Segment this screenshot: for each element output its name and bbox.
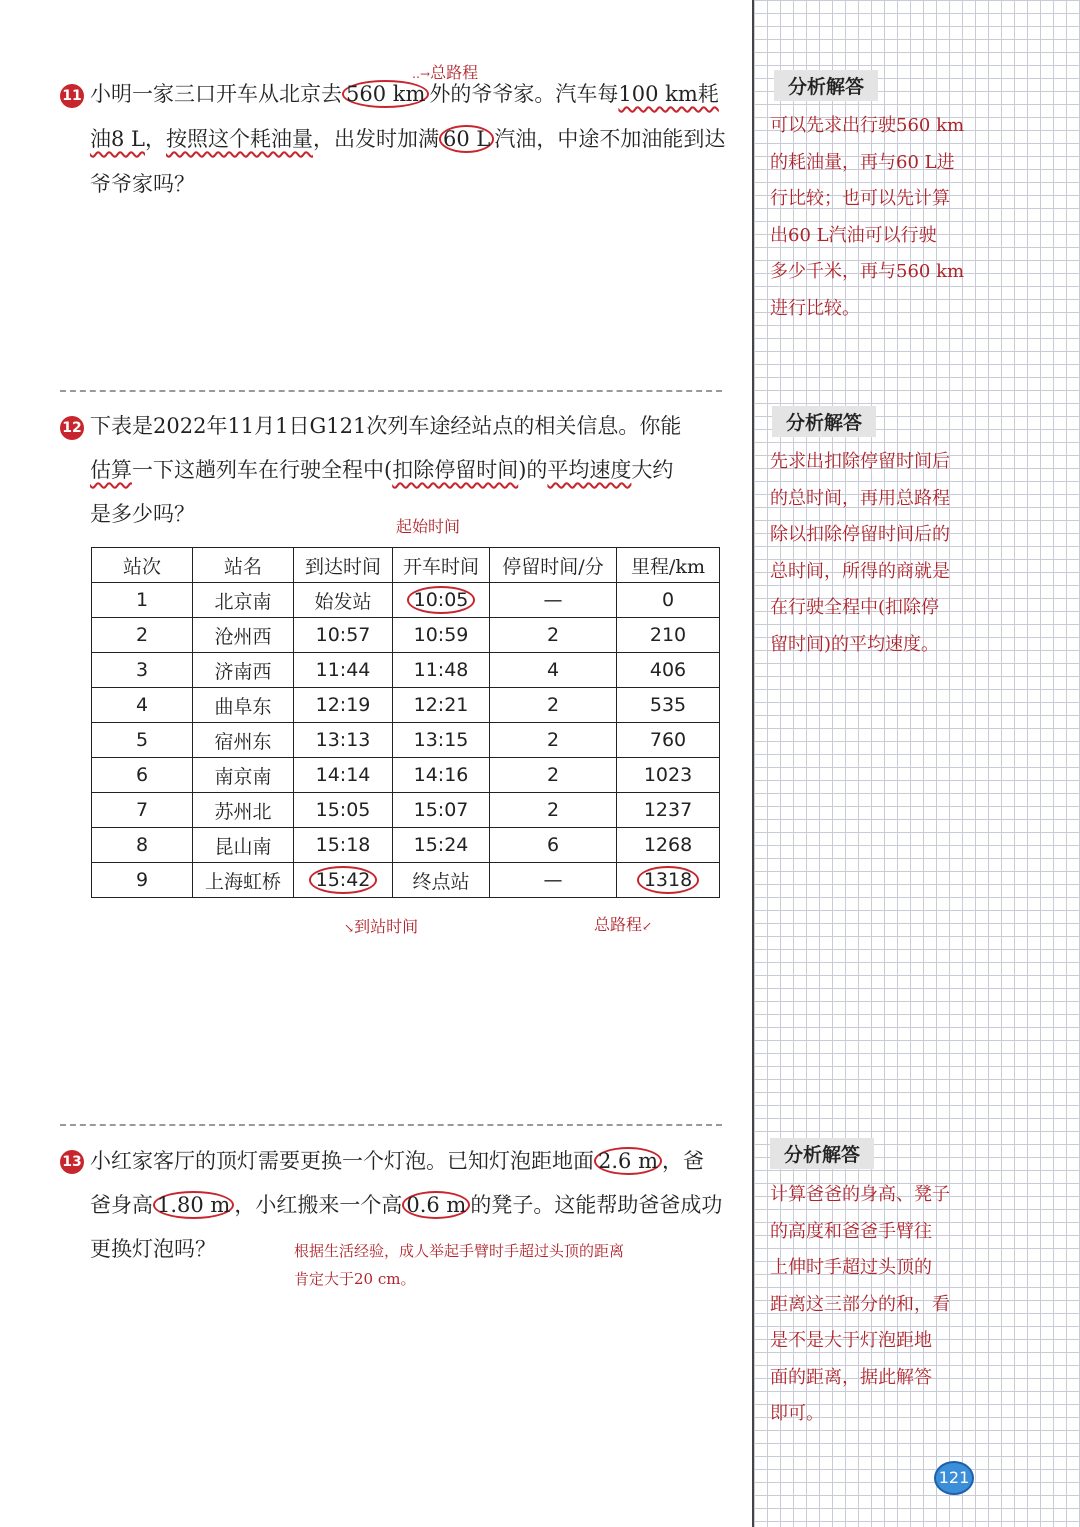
table-cell <box>193 758 294 793</box>
table-row <box>92 583 720 618</box>
cell-value: 2 <box>135 624 149 646</box>
table-cell <box>617 793 720 828</box>
table-cell <box>294 758 393 793</box>
circled-stool-height: 0.6 m <box>402 1191 470 1219</box>
cell-value: 1023 <box>643 764 693 786</box>
table-cell <box>193 723 294 758</box>
q12-line-1: 下表是2022年11月1日G121次列车途经站点的相关信息。你能 <box>90 414 682 438</box>
cell-value: 15:24 <box>413 834 469 856</box>
start-time-note: 起始时间 <box>396 517 461 536</box>
q11-line-3: 爷爷家吗？ <box>90 172 195 196</box>
cell-value: 15:42 <box>309 866 378 894</box>
question-12-badge: 12 <box>60 416 84 440</box>
cell-value: 11:44 <box>315 659 371 681</box>
cell-value: 4 <box>135 694 149 716</box>
table-cell <box>617 758 720 793</box>
cell-value: 7 <box>135 799 149 821</box>
cell-value: 终点站 <box>412 870 470 893</box>
cell-value: 南京南 <box>214 765 272 788</box>
table-row <box>92 758 720 793</box>
table-cell <box>393 723 490 758</box>
circled-lamp-height: 2.6 m <box>594 1147 662 1175</box>
table-cell <box>490 828 617 863</box>
cell-value: 1318 <box>637 866 699 894</box>
table-cell <box>617 863 720 898</box>
q13-line-1: 小红家客厅的顶灯需要更换一个灯泡。已知灯泡距地面 2.6 m ，爸 <box>90 1149 704 1173</box>
table-cell <box>490 583 617 618</box>
question-11-badge: 11 <box>60 84 84 108</box>
cell-value: 2 <box>546 799 560 821</box>
table-cell <box>294 583 393 618</box>
table-row <box>92 688 720 723</box>
total-distance-note-2: 总路程↙ <box>594 915 653 934</box>
table-cell <box>92 863 193 898</box>
table-cell <box>294 618 393 653</box>
analysis-title-3: 分析解答 <box>770 1138 874 1169</box>
table-cell <box>617 618 720 653</box>
cell-value: 406 <box>649 659 687 681</box>
cell-value: 6 <box>135 764 149 786</box>
arrival-time-note: ↘到站时间 <box>344 917 419 936</box>
cell-value: 北京南 <box>214 590 272 613</box>
table-cell <box>617 723 720 758</box>
analysis-title-2: 分析解答 <box>772 406 876 437</box>
table-cell <box>393 688 490 723</box>
q12-line-3: 是多少吗？ <box>90 502 195 526</box>
table-cell <box>490 723 617 758</box>
table-row <box>92 863 720 898</box>
cell-value: 济南西 <box>214 660 272 683</box>
page-number: 121 <box>934 1461 974 1495</box>
table-cell <box>92 583 193 618</box>
table-cell <box>294 688 393 723</box>
table-cell <box>294 653 393 688</box>
table-cell <box>92 723 193 758</box>
cell-value: 14:16 <box>413 764 469 786</box>
table-row <box>92 828 720 863</box>
table-cell <box>617 688 720 723</box>
table-cell <box>294 828 393 863</box>
cell-value: 13:13 <box>315 729 371 751</box>
cell-value: 10:05 <box>407 586 476 614</box>
cell-value: 始发站 <box>314 590 372 613</box>
cell-value: 14:14 <box>315 764 371 786</box>
table-cell <box>92 828 193 863</box>
table-cell <box>393 863 490 898</box>
table-row <box>92 793 720 828</box>
cell-value: 12:21 <box>413 694 469 716</box>
table-cell <box>92 618 193 653</box>
cell-value: 曲阜东 <box>214 695 272 718</box>
circled-fuel: 60 L <box>439 125 494 153</box>
cell-value: 沧州西 <box>214 625 272 648</box>
cell-value: 535 <box>649 694 687 716</box>
table-cell <box>193 793 294 828</box>
cell-value: 2 <box>546 764 560 786</box>
table-cell <box>393 793 490 828</box>
table-cell <box>490 793 617 828</box>
table-cell <box>193 863 294 898</box>
cell-value: 4 <box>546 659 560 681</box>
cell-value: 0 <box>661 589 675 611</box>
table-row <box>92 618 720 653</box>
cell-value: 1237 <box>643 799 693 821</box>
circled-distance: 560 km <box>342 80 429 108</box>
table-cell <box>92 688 193 723</box>
table-cell <box>393 618 490 653</box>
analysis-title-1: 分析解答 <box>774 70 878 101</box>
q11-line-1: 小明一家三口开车从北京去 560 km 外的爷爷家。汽车每100 km耗 <box>90 82 719 106</box>
table-cell <box>490 758 617 793</box>
table-cell <box>294 723 393 758</box>
header-departure: 开车时间 <box>393 548 490 583</box>
table-cell <box>193 583 294 618</box>
cell-value: 5 <box>135 729 149 751</box>
table-cell <box>294 863 393 898</box>
cell-value: 6 <box>546 834 560 856</box>
q12-line-2: 估算一下这趟列车在行驶全程中(扣除停留时间)的平均速度大约 <box>90 458 674 482</box>
table-cell <box>393 583 490 618</box>
cell-value: 1268 <box>643 834 693 856</box>
analysis-text-3: 计算爸爸的身高、凳子 的高度和爸爸手臂往 上伸时手超过头顶的 距离这三部分的和，看 是不是大于灯泡距地 面的距离，据此解答 即可。 <box>770 1184 950 1424</box>
q13-line-3: 更换灯泡吗？ <box>90 1237 216 1261</box>
section-divider-1 <box>60 390 722 392</box>
table-cell <box>193 688 294 723</box>
analysis-text-1: 可以先求出行驶560 km 的耗油量，再与60 L进 行比较；也可以先计算 出60 L汽油可以行驶 多少千米，再与560 km 进行比较。 <box>770 115 965 319</box>
cell-value: — <box>543 589 563 611</box>
header-stop-minutes: 停留时间/分 <box>490 548 617 583</box>
table-cell <box>490 688 617 723</box>
analysis-text-2: 先求出扣除停留时间后 的总时间，再用总路程 除以扣除停留时间后的 总时间，所得的商就是 在行驶全程中(扣除停 留时间)的平均速度。 <box>770 451 950 655</box>
question-13-badge: 13 <box>60 1150 84 1174</box>
table-cell <box>617 583 720 618</box>
cell-value: 760 <box>649 729 687 751</box>
cell-value: 210 <box>649 624 687 646</box>
table-cell <box>193 828 294 863</box>
cell-value: 11:48 <box>413 659 469 681</box>
table-cell <box>294 793 393 828</box>
table-cell <box>490 653 617 688</box>
q13-hint-line-2: 肯定大于20 cm。 <box>294 1270 416 1288</box>
header-mileage: 里程/km <box>617 548 720 583</box>
table-cell <box>490 863 617 898</box>
cell-value: 15:07 <box>413 799 469 821</box>
cell-value: 上海虹桥 <box>204 870 281 893</box>
cell-value: 2 <box>546 694 560 716</box>
cell-value: 昆山南 <box>214 835 272 858</box>
section-divider-2 <box>60 1124 722 1126</box>
table-cell <box>617 828 720 863</box>
cell-value: 2 <box>546 624 560 646</box>
total-distance-note: ‥→总路程 <box>412 63 479 82</box>
table-row <box>92 723 720 758</box>
table-cell <box>193 653 294 688</box>
q11-line-2: 油8 L，按照这个耗油量，出发时加满 60 L 汽油，中途不加油能到达 <box>90 127 726 151</box>
cell-value: 8 <box>135 834 149 856</box>
table-cell <box>617 653 720 688</box>
table-cell <box>92 793 193 828</box>
cell-value: 苏州北 <box>214 800 272 823</box>
table-cell <box>92 758 193 793</box>
header-stop-no: 站次 <box>92 548 193 583</box>
table-header-row <box>92 548 720 583</box>
cell-value: 3 <box>135 659 149 681</box>
cell-value: 15:18 <box>315 834 371 856</box>
table-cell <box>393 758 490 793</box>
table-row <box>92 653 720 688</box>
q13-line-2: 爸身高 1.80 m ，小红搬来一个高 0.6 m 的凳子。这能帮助爸爸成功 <box>90 1193 723 1217</box>
cell-value: 1 <box>135 589 149 611</box>
table-cell <box>92 653 193 688</box>
cell-value: — <box>543 869 563 891</box>
train-schedule-table <box>91 547 720 898</box>
cell-value: 宿州东 <box>214 730 272 753</box>
table-cell <box>490 618 617 653</box>
header-station: 站名 <box>193 548 294 583</box>
table-cell <box>193 618 294 653</box>
cell-value: 9 <box>135 869 149 891</box>
cell-value: 10:59 <box>413 624 469 646</box>
table-cell <box>393 828 490 863</box>
cell-value: 13:15 <box>413 729 469 751</box>
table-cell <box>393 653 490 688</box>
cell-value: 12:19 <box>315 694 371 716</box>
cell-value: 10:57 <box>315 624 371 646</box>
q13-hint-line-1: 根据生活经验，成人举起手臂时手超过头顶的距离 <box>294 1242 625 1260</box>
cell-value: 15:05 <box>315 799 371 821</box>
cell-value: 2 <box>546 729 560 751</box>
header-arrival: 到达时间 <box>294 548 393 583</box>
circled-dad-height: 1.80 m <box>153 1191 234 1219</box>
